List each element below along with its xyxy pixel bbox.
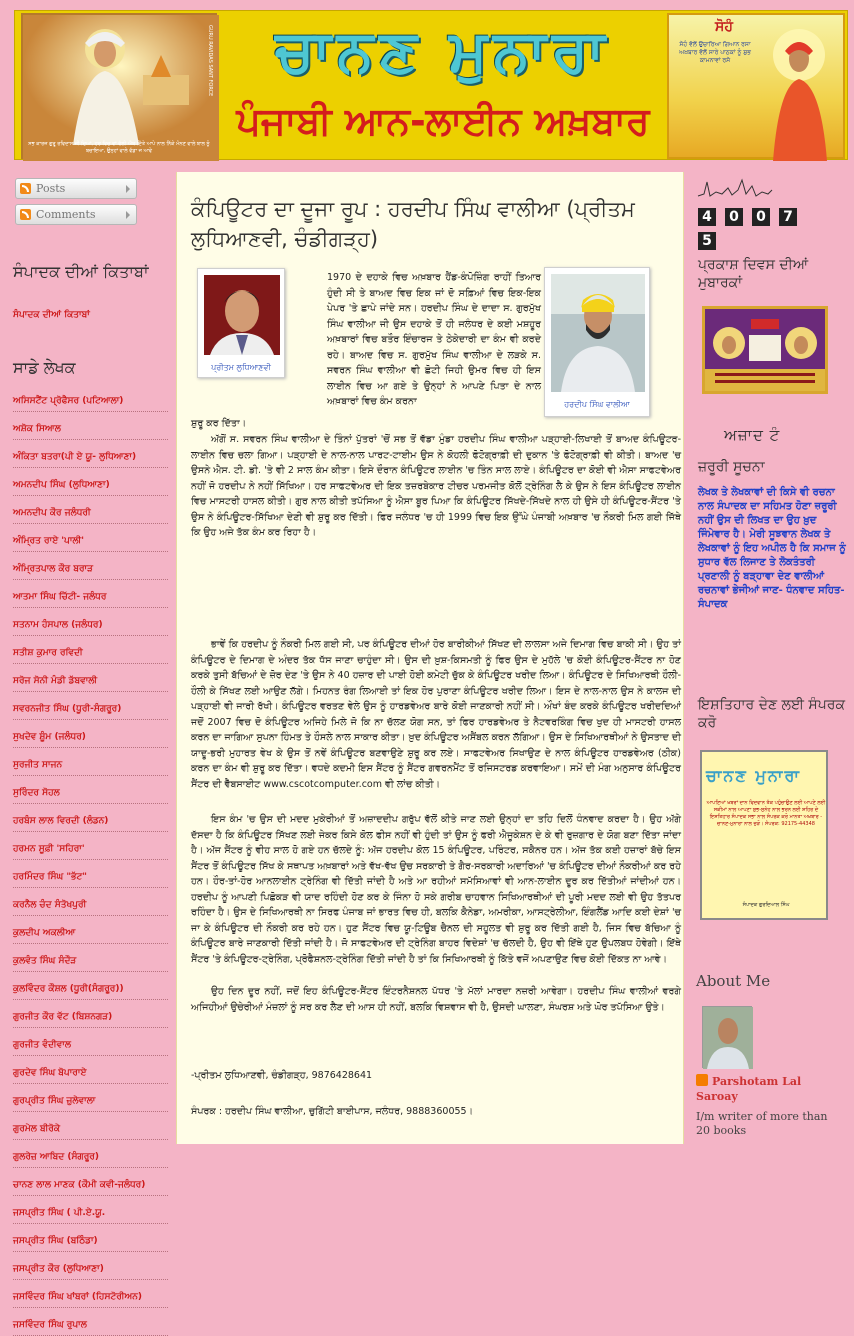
writer-link[interactable]: ਜਸਪ੍ਰੀਤ ਕੌਰ (ਲੁਧਿਆਣਾ): [13, 1264, 104, 1274]
writer-list-item: [13, 1028, 168, 1056]
counter-digit: 0: [752, 208, 770, 226]
author-photo-caption: ਪ੍ਰੀਤਮ ਲੁਧਿਆਣਵੀ: [211, 363, 271, 372]
writer-list-item: [13, 804, 168, 832]
writer-link[interactable]: ਕੁਲਵੰਤ ਸਿੰਘ ਸੰਦੌੜ: [13, 956, 77, 966]
writer-link[interactable]: ਅਸਿਸਟੈਂਟ ਪ੍ਰੋਫੈਸਰ (ਪਟਿਆਲਾ): [13, 396, 124, 406]
azad-tv-label: ਅਜ਼ਾਦ ਟੰ: [724, 426, 781, 444]
writer-link[interactable]: ਸਤੀਸ਼ ਕੁਮਾਰ ਰਵਿਦੀ: [13, 648, 83, 658]
writer-list-item: [13, 1308, 168, 1336]
writer-list-item: [13, 1196, 168, 1224]
writer-list-item: [13, 720, 168, 748]
visitor-counter: [698, 206, 818, 254]
counter-digit: 5: [698, 232, 716, 250]
writer-list-item: [13, 580, 168, 608]
greeting-banner-text: ਸੋਹੰ ਵੱਲੋਂ ਉਚਾਰਿਆ ਗਿਆਨ ਰਸਾ ਅਖ਼ਬਾਰ ਵੱਲੋਂ ਸਾਰੇ ਪਾਠਕਾਂ ਨੂੰ ਸ਼ੁਭ ਕਾਮਨਾਵਾਂ ਰਸੋ: [679, 41, 751, 64]
profile-avatar[interactable]: [702, 1006, 752, 1068]
subject-photo-caption: ਹਰਦੀਪ ਸਿੰਘ ਵਾਲੀਆ: [564, 400, 630, 409]
writer-link[interactable]: ਕੁਲਦੀਪ ਅਕਲੀਆ: [13, 928, 76, 938]
post-paragraph: ਇਸ ਕੰਮ 'ਚ ਉਸ ਦੀ ਮਦਦ ਮੁਕੇਰੀਆਂ ਤੋਂ ਅਜ਼ਾਦਦੀਪ ਗਰੁੱਪ ਵੱਲੋਂ ਕੀਤੇ ਜਾਣ ਲਈ ਉਨ੍ਹਾਂ ਦਾ ਤਹਿ ਦਿਲੋਂ ਧੰਨਵਾਦ ਕਰਦਾ ਹੈ। ਉਹ ਅੱਗੇ ਦੱਸਦਾ ਹੈ ਕਿ ਕੰਪਿਊਟਰ ਸਿੱਖਣ ਲਈ ਜੇਕਰ ਕਿਸੇ ਕੋਲ ਫੀਸ ਨਹੀਂ ਵੀ ਹੁੰਦੀ ਤਾਂ ਉਸ ਨੂੰ ਫਰੀ ਐਜੂਕੇਸ਼ਨ ਦੇ ਕੇ ਵੀ ਰੁਜ਼ਗਾਰ ਦੇ ਯੋਗ ਬਣਾ ਦਿੱਤਾ ਜਾਂਦਾ ਹੈ। ਅੱਜ ਸੈਂਟਰ ਨੂੰ ਵੀਹ ਸਾਲ ਹੋ ਗਏ ਹਨ ਚੱਲਦੇ ਨੂੰ: ਅੱਜ ਹਰਦੀਪ ਕੋਲ 15 ਕੰਪਿਊਟਰ, ਪਰਿੰਟਰ, ਸਕੈਨਰ ਹਨ। ਅੱਜ ਤੱਕ ਕਈ ਹਜ਼ਾਰਾਂ ਬੱਚੇ ਇਸ ਸੈਂਟਰ ਤੋਂ ਕੰਪਿਊਟਰ ਸਿੱਖ ਕੇ ਸਥਾਪਤ ਅਖ਼ਬਾਰਾਂ ਅਤੇ ਵੱਖ-ਵੱਖ ਉਚ ਸਰਕਾਰੀ ਤੇ ਗੈਰ-ਸਰਕਾਰੀ ਅਦਾਰਿਆਂ 'ਚ ਕੰਪਿਊਟਰ ਦੀਆਂ ਨੌਕਰੀਆਂ ਕਰ ਰਹੇ ਹਨ। ਹੌਰ-ਤਾਂ-ਹੋਰ ਆਨਲਾਈਨ ਟ੍ਰੇਨਿੰਗ ਵੀ ਦਿੱਤੀ ਜਾਂਦੀ ਹੈ ਅਤੇ ਆ ਰਹੀਆਂ ਸਮੱਸਿਆਵਾਂ ਵੀ ਆਨ-ਲਾਈਨ ਦੂਰ ਕਰ ਦਿੱਤੀਆਂ ਜਾਂਦੀਆਂ ਹਨ। ਹਰਦੀਪ ਨੂੰ ਆਪਣੀ ਪਿਛੋਕੜ ਵੀ ਯਾਦ ਰਹਿੰਦੀ ਹੋਣ ਕਰ ਕੇ ਜਿੰਨਾ ਹੋ ਸਕੇ ਗਰੀਬ ਚਾਹਵਾਨ ਸਿਖਿਆਰਥੀਆਂ ਦੀ ਪੂਰੀ ਮਦਦ ਲਈ ਵੀ ਉਹ ਤੱਤਪਰ ਰਹਿੰਦਾ ਹੈ। ਉਸ ਦੇ ਸਿਖਿਆਰਥੀ ਨਾ ਸਿਰਫ ਪੰਜਾਬ ਜਾਂ ਭਾਰਤ ਵਿਚ ਹੀ, ਬਲਕਿ ਕੈਨੇਡਾ, ਅਮਰੀਕਾ, ਆਸਟ੍ਰੇਲੀਆ, ਇੰਗਲੈਂਡ ਆਦਿ ਕਈ ਦੇਸ਼ਾਂ 'ਚ ਜਾ ਕੇ ਕੰਪਿਊਟਰ ਦੀ ਨੌਕਰੀ ਕਰ ਰਹੇ ਹਨ। ਹੁਣ ਸੈਂਟਰ ਵਿਚ ਯੂ-ਟਿਊਬ ਚੈਨਲ ਦੀ ਸਹੂਲਤ ਵੀ ਸ਼ੁਰੂ ਕਰ ਦਿੱਤੀ ਗਈ ਹੈ, ਜਿਸ ਵਿਚ ਬੱਚਿਆ ਨੂੰ ਕੰਪਿਊਟਰ ਬਾਰੇ ਜਾਣਕਾਰੀ ਦਿੱਤੀ ਜਾਂਦੀ ਹੈ। ਜੋ ਸਾਫਟਵੇਅਰ ਦੀ ਟ੍ਰੇਨਿੰਗ ਬਾਹਰ ਵਿਦੇਸ਼ਾਂ 'ਚ ਚੱਲਦੀ ਹੈ, ਉਹ ਵੀ ਇੱਥੇ ਹੁਣ ਉਪਲਬਧ ਹੋਵੇਗੀ। ਇੱਥੇ ਸੈਂਟਰ 'ਤੇ ਕੰਪਿਊਟਰ-ਟ੍ਰੇਨਿੰਗ, ਪ੍ਰੋਫੈਸ਼ਨਲ-ਟ੍ਰੇਨਿੰਗ ਦਿੱਤੀ ਜਾਂਦੀ ਹੈ ਤਾਂ ਕਿ ਸਿਖਿਆਰਥੀ ਨੂੰ ਕਿੱਤੇ ਵਜੋਂ ਅਪਣਾਉਣ ਵਿਚ ਕੋਈ ਦਿੱਕਤ ਨਾ ਆਵੇ।: [191, 814, 681, 965]
writer-list-item: [13, 1000, 168, 1028]
subject-portrait-image: [551, 274, 645, 392]
post-paragraph: ਅੱਗੋਂ ਸ. ਸਵਰਨ ਸਿੰਘ ਵਾਲੀਆ ਦੇ ਤਿੰਨਾਂ ਪੁੱਤਰਾਂ 'ਚੋਂ ਸਭ ਤੋਂ ਵੱਡਾ ਮੁੰਡਾ ਹਰਦੀਪ ਸਿੰਘ ਵਾਲੀਆ ਪੜ੍ਹਾਈ-ਲਿਖਾਈ ਤੋਂ ਬਾਅਦ ਕੰਪਿਊਟਰ- ਲਾਈਨ ਵਿਚ ਚਲਾ ਗਿਆ। ਪੜ੍ਹਾਈ ਦੇ ਨਾਲ-ਨਾਲ ਪਾਰਟ-ਟਾਈਮ ਉਸ ਨੇ ਕੋਹਲੀ ਫੋਟੋਗ੍ਰਾਫ਼ੀ ਦੀ ਦੁਕਾਨ 'ਤੇ ਫੋਟੋਗ੍ਰਾਫ਼ੀ ਵੀ ਕੀਤੀ। ਬਾਅਦ 'ਚ ਉਸਨੇ ਐਸ. ਟੀ. ਡੀ. 'ਤੇ ਵੀ 2 ਸਾਲ ਕੰਮ ਕੀਤਾ। ਇਸੇ ਦੌਰਾਨ ਕੰਪਿਊਟਰ ਲਾਈਨ 'ਚ ਤਿੰਨ ਸਾਲ ਲਾਏ। ਕੰਪਿਊਟਰ ਦਾ ਕੋਈ ਵੀ ਐਸਾ ਸਾਫਟਵੇਅਰ ਨਹੀਂ ਜੋ ਹਰਦੀਪ ਨੇ ਨਹੀਂ ਸਿੱਖਿਆ। ਹਰ ਸਾਫਟਵੇਅਰ ਦੀ ਇਕ ਤਜ਼ਰਬੇਕਾਰ ਟੀਚਰ ਪਰਮਜੀਤ ਕੋਲੋਂ ਟ੍ਰੇਨਿੰਗ ਲੈ ਕੇ ਉਸ ਨੇ ਇਸ ਕੰਪਿਊਟਰ ਲਾਈਨ ਵਿਚ ਮਾਸਟਰੀ ਹਾਸਲ ਕੀਤੀ। ਗੁਰ ਨਾਲ ਕੀਤੀ ਤਪੱਸਿਆ ਨੂੰ ਐਸਾ ਬੂਰ ਪਿਆ ਕਿ ਕੰਪਿਊਟਰ ਸਿੱਖਦੇ-ਸਿੱਖਦੇ ਨਾਲ ਹੀ ਉਸੇ ਹੀ ਕੰਪਿਊਟਰ-ਸੈਂਟਰ 'ਤੇ ਉਸ ਨੇ ਕੰਪਿਊਟਰ-ਸਿੱਖਿਆ ਦੇਣੀ ਵੀ ਸ਼ੁਰੂ ਕਰ ਦਿੱਤੀ। ਫਿਰ ਜਲੰਧਰ 'ਚ ਹੀ 1999 ਵਿਚ ਇਕ ਉੱਘੇ ਪੰਜਾਬੀ ਅਖ਼ਬਾਰ 'ਚ ਨੌਕਰੀ ਮਿਲ ਗਈ ਜਿੱਥੇ ਕਿ ਉਹ ਅਜੇ ਤੱਕ ਕੰਮ ਕਰ ਰਿਹਾ ਹੈ।: [191, 434, 681, 538]
rss-feed-icon: [20, 183, 31, 194]
triangle-right-icon: [126, 211, 130, 219]
subscribe-comments-button[interactable]: [15, 204, 137, 225]
post-content: [176, 172, 684, 1144]
site-title: ਚਾਨਣ ਮੁਨਾਰਾ: [275, 17, 611, 85]
writer-list-item: [13, 412, 168, 440]
writer-link[interactable]: ਚਾਨਣ ਲਾਲ ਮਾਣਕ (ਕੌਮੀ ਕਵੀ-ਜਲੰਧਰ): [13, 1180, 146, 1190]
our-writers-heading: ਸਾਡੇ ਲੇਖਕ: [13, 358, 76, 377]
writer-link[interactable]: ਗੁਰਪ੍ਰੀਤ ਸਿੰਘ ਜ਼ੁਲੇਵਾਲਾ: [13, 1096, 96, 1106]
writer-list-item: [13, 636, 168, 664]
profile-description: I/m writer of more than 20 books: [696, 1110, 828, 1137]
writer-list-item: [13, 888, 168, 916]
banner-left-caption: ਸਭ ਕਾਰਜ ਗੁਰੂ ਰਵਿਦਾਸ ਜੀ ਦਿਆਂ, ਹਰ ਵਿਚ ਵਾਂ ਵੱਲੀ ਐਥ ਦਿੱਤੇ ਆਪੇ ਨਾਲ ਨਿੱਕੇ ਮੰਨਣ ਵਾਲੇ ਬਾਲ ਨੂੰ ਬਚਾਇਆ, ਉਨ੍ਹਾਂ ਵਾਲੇ ਵੱਡਾ ਜ ਆਵੇ: [28, 141, 210, 154]
contact-line: ਸੰਪਰਕ : ਹਰਦੀਪ ਸਿੰਘ ਵਾਲੀਆ, ਚੁਗਿੱਟੀ ਬਾਈਪਾਸ, ਜਲੰਧਰ, 9888360055।: [191, 1106, 473, 1117]
writer-link[interactable]: ਹਰਮਨ ਸੂਫ਼ੀ 'ਸਹਿਰਾ': [13, 844, 85, 854]
soh-heading: ਸੋਹੰ: [715, 19, 733, 35]
writers-list: [13, 384, 168, 1336]
subject-photo[interactable]: [544, 267, 650, 417]
notice-text: ਲੇਖਕ ਤੇ ਲੇਖਕਾਵਾਂ ਦੀ ਕਿਸੇ ਵੀ ਰਚਨਾ ਨਾਲ ਸੰਪਾਦਕ ਦਾ ਸਹਿਮਤ ਹੋਣਾ ਜ਼ਰੂਰੀ ਨਹੀਂ ਉਸ ਦੀ ਲਿਖਤ ਦਾ ਉਹ ਖ਼ੁਦ ਜਿੰਮੇਵਾਰ ਹੈ। ਮੇਰੀ ਸੂਝਵਾਨ ਲੇਖਕ ਤੇ ਲੇਖਕਾਵਾਂ ਨੂੰ ਇਹ ਅਪੀਲ ਹੈ ਕਿ ਸਮਾਜ ਨੂੰ ਸੁਧਾਰ ਵੱਲ ਲਿਜਾਣ ਤੇ ਲੋਕਤੰਤਰੀ ਪ੍ਰਣਾਲੀ ਨੂੰ ਬੜ੍ਹਾਵਾ ਦੇਣ ਵਾਲੀਆਂ ਰਚਨਾਵਾਂ ਭੇਜੀਆਂ ਜਾਣ- ਧੰਨਵਾਦ ਸਹਿਤ- ਸੰਪਾਦਕ: [698, 487, 846, 610]
writer-link[interactable]: ਅੰਮ੍ਰਿਤ ਰਾਏ 'ਪਾਲੀ': [13, 536, 84, 546]
writer-link[interactable]: ਹਰਮਿੰਦਰ ਸਿੰਘ "ਭੱਟ": [13, 872, 87, 882]
ad-poster-footer: ਸੰਪਾਦਕ ਗੁਰਦਿਆਲ ਸਿੰਘ: [742, 902, 790, 908]
about-me-heading: About Me: [696, 972, 771, 990]
writer-link[interactable]: ਸੁਰਜੀਤ ਸਾਜਨ: [13, 760, 63, 770]
writer-list-item: [13, 496, 168, 524]
post-paragraph: ਭਾਵੇਂ ਕਿ ਹਰਦੀਪ ਨੂੰ ਨੌਕਰੀ ਮਿਲ ਗਈ ਸੀ, ਪਰ ਕੰਪਿਊਟਰ ਦੀਆਂ ਹੋਰ ਬਾਰੀਕੀਆਂ ਸਿੱਖਣ ਦੀ ਲਾਲਸਾ ਅਜੇ ਦਿਮਾਗ ਵਿਚ ਬਾਕੀ ਸੀ। ਉਹ ਤਾਂ ਕੰਪਿਊਟਰ ਦੇ ਦਿਮਾਗ ਦੇ ਅੰਦਰ ਤੱਕ ਧੱਸ ਜਾਣਾ ਚਾਹੁੰਦਾ ਸੀ। ਉਸ ਦੀ ਖ਼ੁਸ਼-ਕਿਸਮਤੀ ਨੂੰ ਫਿਰ ਉਸ ਦੇ ਮੁਹੱਲੇ 'ਚ ਕੋਈ ਕੰਪਿਊਟਰ-ਸੈਂਟਰ ਨਾ ਹੋਣ ਕਰਕੇ ਤੁਸੀ ਬੱਚਿਆਂ ਦੇ ਜ਼ੋਰ ਦੇਣ 'ਤੇ ਉਸ ਨੇ 40 ਹਜ਼ਾਰ ਦੀ ਪਾਈ ਹੋਈ ਕਮੇਟੀ ਚੁੱਕ ਕੇ ਕੰਪਿਊਟਰ ਖਰੀਦ ਲਿਆ। ਕੰਪਿਊਟਰ ਦੇ ਸਿਖਿਆਰਥੀ ਹੌਲੀ-ਹੌਲੀ ਕੇ ਸਿੱਖਣ ਲਈ ਆਉਣ ਲੱਗੇ। ਮਿਹਨਤ ਰੰਗ ਲਿਆਈ ਤਾਂ ਇਕ ਹੋਰ ਪੁਰਾਣਾ ਕੰਪਿਊਟਰ ਖਰੀਦ ਲਿਆ। ਇਸ ਦੇ ਨਾਲ-ਨਾਲ ਉਸ ਨੇ ਕਾਲਜ ਦੀ ਪੜ੍ਹਾਈ ਵੀ ਜਾਰੀ ਰੱਖੀ। ਕੰਪਿਊਟਰ ਵਰਤਣ ਵੇਲੇ ਉਸ ਨੂੰ ਹਾਰਡਵੇਅਰ ਬਾਰੇ ਕੋਈ ਜਾਣਕਾਰੀ ਨਹੀਂ ਸੀ। ਔਖਾਂ ਬੰਦ ਕਰਕੇ ਕੰਪਿਊਟਰ ਖਰੀਦਦਿਆਂ ਜਦੋਂ 2007 ਵਿਚ ਦੋ ਕੰਪਿਊਟਰ ਅਜਿਹੇ ਮਿਲੇ ਜੋ ਕਿ ਨਾ ਚੱਲਣ ਯੋਗ ਸਨ, ਤਾਂ ਫਿਰ ਹਾਰਡਵੇਅਰ ਤੇ ਨੈਟਵਰਕਿੰਗ ਵਿਚ ਖੁਦ ਹੀ ਮਾਸਟਰੀ ਹਾਸਲ ਕਰਨ ਦਾ ਜਾਗਿਆ ਸੁਪਨਾ ਹਿੰਮਤ ਤੇ ਹੌਸਲੇ ਨਾਲ ਸਾਕਾਰ ਕੀਤਾ। ਖ਼ੁਦ ਕੰਪਿਊਟਰ ਅਸੈਂਬਲ ਕਰਨ ਲੱਗਿਆ। ਉਸ ਦੇ ਸਿਖਿਆਰਥੀਆਂ ਨੇ ਉਸਤਾਦ ਦੀ ਯਾਦੂ-ਭਰੀ ਮੁਹਾਰਤ ਵੇਖ ਕੇ ਉਸ ਤੋਂ ਨਵੇਂ ਕੰਪਿਊਟਰ ਬਣਵਾਉਣੇ ਸ਼ੁਰੂ ਕਰ ਲਏ। ਸਾਫਟਵੇਅਰ ਸਿਖਾਉਣ ਦੇ ਨਾਲ ਕੰਪਿਊਟਰ ਹਾਰਡਵੇਅਰ (ਠੀਕ) ਕਰਨ ਦਾ ਕੰਮ ਵੀ ਸ਼ੁਰੂ ਕਰ ਦਿੱਤਾ। ਵਧਦੇ ਕਦਮੀ ਇਸ ਸੈਂਟਰ ਨੂੰ ਸੈਂਟਰ ਗਵਰਨਮੈਂਟ ਤੋਂ ਰਜਿਸਟਰਡ ਕਰਵਾਇਆ। ਸਮੇਂ ਦੀ ਮੰਗ ਅਨੁਸਾਰ ਕੰਪਿਊਟਰ ਸੈਂਟਰ ਦੀ ਵੈੱਬਸਾਈਟ www.cscotcomputer.com ਵੀ ਲਾਂਚ ਕੀਤੀ।: [191, 639, 681, 790]
writer-link[interactable]: ਜਸਪ੍ਰੀਤ ਸਿੰਘ ( ਪੀ.ਏ.ਯੂ.: [13, 1208, 106, 1218]
writer-list-item: [13, 1224, 168, 1252]
visitor-graph-icon: [698, 174, 772, 204]
writer-list-item: [13, 1140, 168, 1168]
site-header-banner[interactable]: [14, 10, 848, 160]
writer-link[interactable]: ਜਸਵਿੰਦਰ ਸਿੰਘ ਖਾਂਬਰਾਂ (ਹਿਸਟੋਰੀਅਨ): [13, 1292, 142, 1302]
notice-heading: ਜ਼ਰੂਰੀ ਸੂਚਨਾ: [698, 459, 765, 475]
writer-link[interactable]: ਸੁਰਿੰਦਰ ਸੋਹਲ: [13, 788, 60, 798]
writer-link[interactable]: ਜਸਵਿੰਦਰ ਸਿੰਘ ਰੁਪਾਲ: [13, 1320, 87, 1330]
writer-list-item: [13, 1252, 168, 1280]
profile-name: Parshotam Lal Saroay: [696, 1075, 802, 1103]
writer-link[interactable]: ਆਤਮਾ ਸਿੰਘ ਚਿੱਟੀ- ਜਲੰਧਰ: [13, 592, 107, 602]
writer-link[interactable]: ਅਸ਼ੋਕ ਸਿਆਲ: [13, 424, 61, 434]
writer-link[interactable]: ਸੁਖਦੇਵ ਸ਼ੂੰਮ (ਜਲੰਧਰ): [13, 732, 86, 742]
author-signature: -ਪ੍ਰੀਤਮ ਲੁਧਿਆਣਵੀ, ਚੰਡੀਗੜ੍ਹ, 9876428641: [191, 1070, 373, 1081]
post-paragraph: ਉਹ ਦਿਨ ਦੂਰ ਨਹੀਂ, ਜਦੋਂ ਇਹ ਕੰਪਿਊਟਰ-ਸੈਂਟਰ ਇੰਟਰਨੈਸ਼ਨਲ ਪੱਧਰ 'ਤੇ ਮੱਲਾਂ ਮਾਰਦਾ ਨਜ਼ਰੀ ਆਵੇਗਾ। ਹਰਦੀਪ ਸਿੰਘ ਵਾਲੀਆਂ ਵਰਗੇ ਅਜਿਹੀਆਂ ਉਚੇਰੀਆਂ ਮੰਜ਼ਲਾਂ ਨੂੰ ਸਰ ਕਰ ਲੈਣ ਦੀ ਆਸ ਹੀ ਨਹੀਂ, ਬਲਕਿ ਵਿਸ਼ਵਾਸ ਵੀ ਹੈ, ਉਸਦੀ ਘਾਲਣਾ, ਸੰਘਰਸ਼ ਅਤੇ ਘੋਰ ਤਪੱਸਿਆ ਉਤੇ।: [191, 986, 681, 1013]
guru-greeting-banner-image: [667, 13, 845, 159]
writer-list-item: [13, 776, 168, 804]
counter-digit: 7: [779, 208, 797, 226]
writer-link[interactable]: ਗੁਲਰੇਜ਼ ਆਬਿਦ (ਸੰਗਰੂਰ): [13, 1152, 99, 1162]
writer-list-item: [13, 1168, 168, 1196]
azad-tv-ad-image[interactable]: [702, 306, 828, 394]
writer-link[interactable]: ਸਵਰਨਜੀਤ ਸਿੰਘ (ਧੂਰੀ-ਸੰਗਰੂਰ): [13, 704, 122, 714]
profile-name-link[interactable]: [696, 1074, 836, 1104]
writer-list-item: [13, 1112, 168, 1140]
writer-list-item: [13, 384, 168, 412]
writer-list-item: [13, 608, 168, 636]
author-portrait-image: [204, 275, 280, 355]
right-sidebar: [690, 168, 854, 1144]
subscribe-posts-button[interactable]: [15, 178, 137, 199]
writer-list-item: [13, 1056, 168, 1084]
writer-link[interactable]: ਅਮਨਦੀਪ ਕੌਰ ਜਲੰਧਰੀ: [13, 508, 91, 518]
writer-link[interactable]: ਗੁਰਦੇਵ ਸਿੰਘ ਬੋਪਾਰਾਏ: [13, 1068, 87, 1078]
writer-link[interactable]: ਗੁਰਮੇਲ ਬੀਰੋਕੇ: [13, 1124, 61, 1134]
writer-list-item: [13, 1084, 168, 1112]
masthead: [221, 11, 665, 159]
writer-list-item: [13, 468, 168, 496]
blogger-icon: [696, 1074, 708, 1086]
writer-list-item: [13, 440, 168, 468]
writer-list-item: [13, 832, 168, 860]
advertisement-poster[interactable]: [700, 750, 828, 920]
writer-link[interactable]: ਸਤਨਾਮ ਹੰਸਪਾਲ (ਜਲੰਧਰ): [13, 620, 103, 630]
greeting-heading: ਪ੍ਰਕਾਸ਼ ਦਿਵਸ ਦੀਆਂ ਮੁਬਾਰਕਾਂ: [698, 257, 809, 291]
post-paragraph: ਸ਼ੁਰੂ ਕਰ ਦਿੱਤਾ।: [191, 418, 247, 429]
triangle-right-icon: [126, 185, 130, 193]
writer-list-item: [13, 860, 168, 888]
subscribe-posts-label: Posts: [36, 182, 66, 195]
writer-list-item: [13, 692, 168, 720]
writer-list-item: [13, 916, 168, 944]
writer-link[interactable]: ਹਰਬੰਸ ਲਾਲ ਵਿਰਦੀ (ਲੰਡਨ): [13, 816, 109, 826]
writer-link[interactable]: ਕਰਨੈਲ ਚੰਦ ਸੰਤੋਖਪੁਰੀ: [13, 900, 87, 910]
guru-ravidas-banner-image: [21, 13, 217, 159]
post-paragraph: 1970 ਦੇ ਦਹਾਕੇ ਵਿਚ ਅਖ਼ਬਾਰ ਹੈਂਡ-ਕੰਪੋਜ਼ਿੰਗ ਰਾਹੀਂ ਤਿਆਰ ਹੁੰਦੀ ਸੀ ਤੇ ਬਾਅਦ ਵਿਚ ਇਕ ਜਾਂ ਦੋ ਸਫ਼ਿਆਂ ਵਿਚ ਇਕ-ਇਕ ਪੇਪਰ 'ਤੇ ਛਾਪੇ ਜਾਂਦੇ ਸਨ। ਹਰਦੀਪ ਸਿੰਘ ਦੇ ਦਾਦਾ ਸ. ਗੁਰਮੁੱਖ ਸਿੰਘ ਵਾਲੀਆ ਜੀ ਉਸ ਦਹਾਕੇ ਤੋਂ ਹੀ ਜਲੰਧਰ ਦੇ ਕਈ ਮਸ਼ਹੂਰ ਅਖ਼ਬਾਰਾਂ ਵਿਚ ਬਤੌਰ ਇੰਚਾਰਜ ਤੇ ਠੇਕੇਦਾਰੀ ਦਾ ਕੰਮ ਵੀ ਕਰਦੇ ਰਹੇ। ਬਾਅਦ ਵਿਚ ਸ. ਗੁਰਮੁੱਖ ਸਿੰਘ ਵਾਲੀਆ ਦੇ ਲੜਕੇ ਸ. ਸਵਰਨ ਸਿੰਘ ਵਾਲੀਆ ਵੀ ਛੋਟੀ ਜਿਹੀ ਉਮਰ ਵਿਚ ਹੀ ਇਸ ਲਾਈਨ ਵਿਚ ਆ ਗਏ ਤੇ ਉਨ੍ਹਾਂ ਨੇ ਆਪਣੇ ਪਿਤਾ ਦੇ ਨਾਲ ਅਖ਼ਬਾਰਾਂ ਵਿਚ ਕੰਮ ਕਰਨਾ: [327, 272, 541, 407]
post-title: ਕੰਪਿਊਟਰ ਦਾ ਦੂਜਾ ਰੂਪ : ਹਰਦੀਪ ਸਿੰਘ ਵਾਲੀਆ (ਪ੍ਰੀਤਮ ਲੁਧਿਆਣਵੀ, ਚੰਡੀਗੜ੍ਹ): [191, 197, 635, 251]
writer-list-item: [13, 664, 168, 692]
author-photo[interactable]: [197, 268, 285, 378]
writer-link[interactable]: ਜਸਪ੍ਰੀਤ ਸਿੰਘ (ਬਠਿੰਡਾ): [13, 1236, 98, 1246]
writer-link[interactable]: ਗੁਰਜੀਤ ਵੰਦੀਵਾਲ: [13, 1040, 71, 1050]
writer-list-item: [13, 524, 168, 552]
writer-list-item: [13, 972, 168, 1000]
counter-digit: 4: [698, 208, 716, 226]
advertise-heading: ਇਸ਼ਤਿਹਾਰ ਦੇਣ ਲਈ ਸੰਪਰਕ ਕਰੋ: [698, 697, 846, 731]
writer-list-item: [13, 944, 168, 972]
writer-list-item: [13, 1280, 168, 1308]
counter-digit: 0: [725, 208, 743, 226]
banner-left-side-text: GURU RAVIDAS SANT FORCE: [207, 25, 213, 97]
writer-link[interactable]: ਅਮਨਦੀਪ ਸਿੰਘ (ਲੁਧਿਆਣਾ): [13, 480, 110, 490]
writer-link[interactable]: ਅੰਕਿਤਾ ਬਤਰਾ(ਪੀ ਏ ਯੂ- ਲੁਧਿਆਣਾ): [13, 452, 137, 462]
editor-books-heading: ਸੰਪਾਦਕ ਦੀਆਂ ਕਿਤਾਬਾਂ: [13, 262, 149, 281]
writer-link[interactable]: ਕੁਲਵਿੰਦਰ ਕੌਸ਼ਲ (ਧੂਰੀ(ਸੰਗਰੂਰ)): [13, 984, 124, 994]
site-subtitle: ਪੰਜਾਬੀ ਆਨ-ਲਾਈਨ ਅਖ਼ਬਾਰ: [236, 99, 650, 143]
subscribe-comments-label: Comments: [36, 208, 96, 221]
editor-books-link[interactable]: ਸੰਪਾਦਕ ਦੀਆਂ ਕਿਤਾਬਾਂ: [13, 310, 90, 320]
writer-link[interactable]: ਅੰਮ੍ਰਿਤਪਾਲ ਕੌਰ ਬਰਾੜ: [13, 564, 93, 574]
rss-feed-icon: [20, 209, 31, 220]
writer-list-item: [13, 552, 168, 580]
left-sidebar: [0, 168, 172, 1330]
writer-list-item: [13, 748, 168, 776]
ad-poster-title: ਚਾਨਣ ਮੁਨਾਰਾ: [706, 766, 801, 785]
writer-link[interactable]: ਗੁਰਜੀਤ ਕੌਰ ਵੱਟ (ਬਿਸ਼ਨਗੜ): [13, 1012, 113, 1022]
writer-link[interactable]: ਸਰੋਜ ਸੋਨੀ ਮੰਡੀ ਡੱਬਵਾਲੀ: [13, 676, 98, 686]
ad-poster-text: ਆਪਣਿਆਂ ਖ਼ਬਰਾਂ ਦਾਨ ਵਿਦਵਾਨ ਤੱਕ ਪਹੁੰਚਾਉਣ ਲਈ ਆਪਣੇ ਲਈ ਸਕੀਮਾਂ ਨਾਲ ਆਪਣਾ ਸ਼ੁਭ-ਸੁਨੇਹ ਨਾਲ ਭਰਨ ਲਈ ਸ਼ਹਿਰ ਦੇ ਇਸ਼ਤਿਹਾਰ ਸੰਪਾਦਕ ਸਭਾ ਨਾਲ ਸੰਪਰਕ ਕਰੋ ਮਾਨਤਾ ਅਖ਼ਬਾਰ - ਚਾਨਣ-ਮੁਨਾਰਾ ਨਾਲ ਜੁੜੋ। ਸੰਪਰਕ: 92175-44348: [706, 800, 826, 827]
